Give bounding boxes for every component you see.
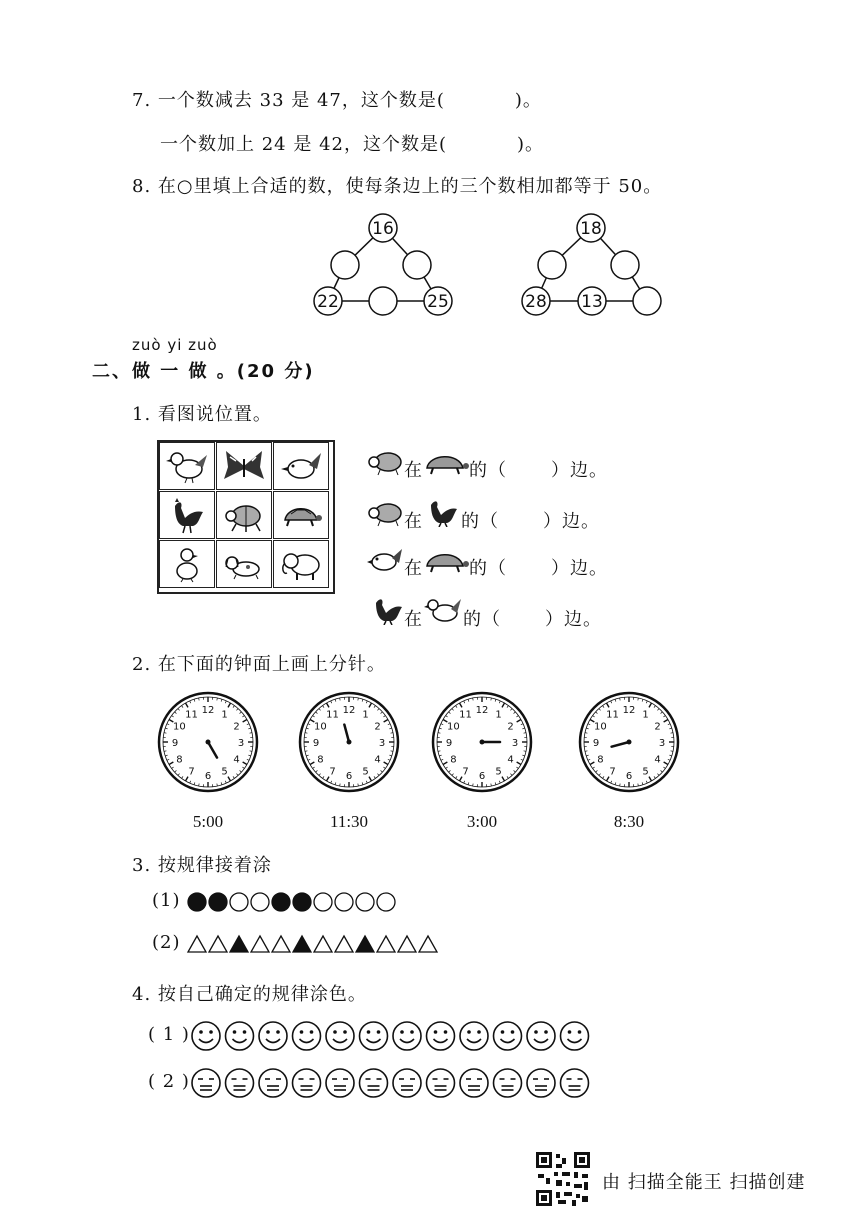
clock-time-label: 3:00	[466, 812, 498, 831]
q7-line1	[132, 86, 542, 112]
q8-question: 8. 在○里填上合适的数，使每条边上的三个数相加都等于 50。	[132, 176, 663, 197]
triangle-puzzle-2	[505, 205, 675, 325]
neutral-face-row	[190, 1066, 600, 1100]
clock-numeral: 11	[326, 709, 339, 721]
empty-circle[interactable]	[377, 893, 395, 911]
filled-triangle	[230, 936, 248, 952]
triangle-pattern-row	[186, 932, 446, 956]
neutral-face-icon[interactable]	[326, 1069, 354, 1097]
grid-cell-puppy	[216, 540, 272, 588]
empty-circle[interactable]	[335, 893, 353, 911]
duck-icon	[165, 545, 209, 583]
clock-numeral: 4	[654, 754, 661, 766]
clock-numeral: 10	[447, 721, 460, 733]
puppy-icon	[222, 545, 266, 583]
s2-question: 2. 在下面的钟面上画上分针。	[132, 654, 386, 675]
bird-icon	[165, 447, 209, 485]
s1-statement-3	[366, 546, 608, 585]
clock-numeral: 11	[459, 709, 472, 721]
tri2-left-value: 28	[525, 292, 547, 312]
clock-numeral: 11	[606, 709, 619, 721]
clock-face[interactable]	[430, 690, 534, 794]
bird-icon	[366, 546, 404, 574]
neutral-face-icon[interactable]	[192, 1069, 220, 1097]
clock-numeral: 2	[654, 721, 661, 733]
clock-numeral: 12	[475, 705, 489, 716]
tri1-right-value: 25	[427, 292, 449, 312]
bird-icon	[279, 447, 323, 485]
clock-numeral: 8	[176, 754, 183, 766]
clock-numeral: 3	[511, 738, 519, 749]
grid-cell-turtle	[273, 491, 329, 539]
clock-numeral: 9	[592, 738, 600, 749]
empty-triangle[interactable]	[188, 936, 206, 952]
q7-line2-text: 一个数加上 24 是 42，这个数是(	[160, 134, 447, 155]
s1-statement-2	[366, 497, 600, 538]
grid-cell-rooster	[159, 491, 215, 539]
smiley-face-icon[interactable]	[192, 1022, 220, 1050]
smiley-face-icon[interactable]	[226, 1022, 254, 1050]
empty-triangle[interactable]	[209, 936, 227, 952]
grid-cell-bird	[159, 442, 215, 490]
tri2-top-value: 18	[580, 219, 602, 239]
smiley-face-icon[interactable]	[460, 1022, 488, 1050]
s4-row2-label: ( 2 )	[148, 1071, 190, 1092]
tri2-bottom-mid-value: 13	[581, 292, 603, 312]
smiley-face-icon[interactable]	[326, 1022, 354, 1050]
grid-cell-duck	[159, 540, 215, 588]
neutral-face-icon[interactable]	[360, 1069, 388, 1097]
tri2-left-mid-circle[interactable]	[538, 251, 566, 279]
tri2-right-mid-circle[interactable]	[611, 251, 639, 279]
clock-numeral: 3	[237, 738, 245, 749]
s1-stmt1-close: ）边。	[551, 460, 608, 481]
turtle-icon	[423, 546, 469, 574]
clock-numeral: 7	[609, 766, 616, 778]
clock-numeral: 4	[507, 754, 514, 766]
smiley-face-icon[interactable]	[494, 1022, 522, 1050]
clock-numeral: 7	[462, 766, 469, 778]
empty-triangle[interactable]	[419, 936, 437, 952]
s3-row2-label: (2)	[152, 932, 181, 953]
clock-numeral: 8	[597, 754, 604, 766]
neutral-face-icon[interactable]	[393, 1069, 421, 1097]
clock-numeral: 4	[233, 754, 240, 766]
rooster-icon	[165, 496, 209, 534]
s1-statement-1	[366, 448, 608, 487]
clock-numeral: 10	[314, 721, 327, 733]
neutral-face-icon[interactable]	[427, 1069, 455, 1097]
s4-row1-label: ( 1 )	[148, 1024, 190, 1045]
clock-numeral: 9	[171, 738, 179, 749]
butterfly-icon	[222, 447, 266, 485]
s1-stmt2-end: 的（	[461, 511, 499, 532]
s1-statement-4	[370, 595, 602, 636]
filled-triangle	[293, 936, 311, 952]
footer-text: 由 扫描全能王 扫描创建	[602, 1172, 806, 1193]
smiley-face-icon[interactable]	[427, 1022, 455, 1050]
q7-line1-text: 7. 一个数减去 33 是 47，这个数是(	[132, 90, 445, 111]
clock-numeral: 12	[622, 705, 636, 716]
neutral-face-icon[interactable]	[561, 1069, 589, 1097]
clock-numeral: 6	[204, 771, 212, 782]
smiley-row	[190, 1019, 600, 1053]
s1-stmt3-end: 的（	[469, 558, 507, 579]
clock-numeral: 2	[374, 721, 381, 733]
clock-numeral: 12	[342, 705, 356, 716]
elephant-icon	[279, 545, 323, 583]
q7-line2	[160, 130, 544, 156]
s4-question: 4. 按自己确定的规律涂色。	[132, 984, 367, 1005]
clock-numeral: 1	[642, 709, 649, 721]
grid-cell-elephant	[273, 540, 329, 588]
clock-time-label: 11:30	[329, 812, 369, 831]
clock-numeral: 6	[625, 771, 633, 782]
s1-stmt3-close: ）边。	[551, 558, 608, 579]
s1-stmt2-close: ）边。	[543, 511, 600, 532]
clock-numeral: 10	[173, 721, 186, 733]
clock-numeral: 4	[374, 754, 381, 766]
s1-stmt1-end: 的（	[469, 460, 507, 481]
empty-circle[interactable]	[356, 893, 374, 911]
turtle-icon	[423, 448, 469, 476]
filled-circle	[293, 893, 311, 911]
tri1-bottom-mid-circle[interactable]	[369, 287, 397, 315]
empty-triangle[interactable]	[335, 936, 353, 952]
qr-code-icon	[534, 1150, 592, 1208]
triangle-puzzle-1	[300, 205, 470, 325]
smiley-face-icon[interactable]	[561, 1022, 589, 1050]
rooster-icon	[423, 497, 461, 527]
clock-face[interactable]	[577, 690, 681, 794]
clock-numeral: 2	[233, 721, 240, 733]
section-title: 二、做 一 做 。(20 分)	[92, 361, 315, 382]
neutral-face-icon[interactable]	[527, 1069, 555, 1097]
clock-numeral: 9	[312, 738, 320, 749]
turtle-icon	[279, 496, 323, 534]
section-pinyin: zuò yi zuò	[132, 336, 218, 354]
filled-circle	[272, 893, 290, 911]
animal-grid	[157, 440, 335, 594]
clock-numeral: 5	[221, 766, 228, 778]
neutral-face-icon[interactable]	[259, 1069, 287, 1097]
clock-face[interactable]	[297, 690, 401, 794]
clock-face[interactable]	[156, 690, 260, 794]
clock-numeral: 11	[185, 709, 198, 721]
clock-numeral: 1	[495, 709, 502, 721]
tri1-left-mid-circle[interactable]	[331, 251, 359, 279]
clock-numeral: 3	[658, 738, 666, 749]
neutral-face-icon[interactable]	[460, 1069, 488, 1097]
clock-numeral: 2	[507, 721, 514, 733]
empty-triangle[interactable]	[314, 936, 332, 952]
s1-stmt4-close: ）边。	[545, 609, 602, 630]
rooster-icon	[370, 595, 404, 625]
clock-numeral: 12	[201, 705, 215, 716]
neutral-face-icon[interactable]	[293, 1069, 321, 1097]
smiley-face-icon[interactable]	[293, 1022, 321, 1050]
clock-numeral: 10	[594, 721, 607, 733]
clock-numeral: 6	[478, 771, 486, 782]
s1-stmt1-mid: 在	[404, 460, 423, 481]
empty-triangle[interactable]	[398, 936, 416, 952]
grid-cell-butterfly	[216, 442, 272, 490]
clock-numeral: 7	[329, 766, 336, 778]
clock-numeral: 9	[445, 738, 453, 749]
tri2-right-circle[interactable]	[633, 287, 661, 315]
neutral-face-icon[interactable]	[494, 1069, 522, 1097]
clock-time-label: 5:00	[192, 812, 224, 831]
clock-numeral: 1	[221, 709, 228, 721]
clock-numeral: 3	[378, 738, 386, 749]
s1-stmt3-mid: 在	[404, 558, 423, 579]
grid-cell-beetle	[216, 491, 272, 539]
s3-question: 3. 按规律接着涂	[132, 855, 272, 876]
empty-triangle[interactable]	[272, 936, 290, 952]
filled-circle	[188, 893, 206, 911]
q7-line1-end: )。	[514, 90, 542, 111]
empty-triangle[interactable]	[377, 936, 395, 952]
smiley-face-icon[interactable]	[360, 1022, 388, 1050]
s1-question: 1. 看图说位置。	[132, 404, 272, 425]
beetle-icon	[366, 448, 404, 476]
grid-cell-bird-2	[273, 442, 329, 490]
s3-row1-label: (1)	[152, 890, 181, 911]
bird-icon	[423, 595, 463, 625]
clock-numeral: 8	[317, 754, 324, 766]
empty-circle[interactable]	[251, 893, 269, 911]
filled-triangle	[356, 936, 374, 952]
s1-stmt4-mid: 在	[404, 609, 423, 630]
clock-numeral: 5	[642, 766, 649, 778]
beetle-icon	[366, 499, 404, 527]
smiley-face-icon[interactable]	[259, 1022, 287, 1050]
beetle-icon	[222, 496, 266, 534]
s1-stmt2-mid: 在	[404, 511, 423, 532]
smiley-face-icon[interactable]	[393, 1022, 421, 1050]
clock-numeral: 5	[362, 766, 369, 778]
empty-circle[interactable]	[230, 893, 248, 911]
neutral-face-icon[interactable]	[226, 1069, 254, 1097]
tri1-right-mid-circle[interactable]	[403, 251, 431, 279]
s1-stmt4-end: 的（	[463, 609, 501, 630]
clock-numeral: 5	[495, 766, 502, 778]
clock-numeral: 6	[345, 771, 353, 782]
filled-circle	[209, 893, 227, 911]
empty-triangle[interactable]	[251, 936, 269, 952]
clock-time-label: 8:30	[613, 812, 645, 831]
circle-pattern-row	[186, 890, 406, 914]
clock-numeral: 7	[188, 766, 195, 778]
smiley-face-icon[interactable]	[527, 1022, 555, 1050]
q7-line2-end: )。	[517, 134, 545, 155]
clock-numeral: 8	[450, 754, 457, 766]
empty-circle[interactable]	[314, 893, 332, 911]
clock-numeral: 1	[362, 709, 369, 721]
tri1-top-value: 16	[372, 219, 394, 239]
tri1-left-value: 22	[317, 292, 339, 312]
